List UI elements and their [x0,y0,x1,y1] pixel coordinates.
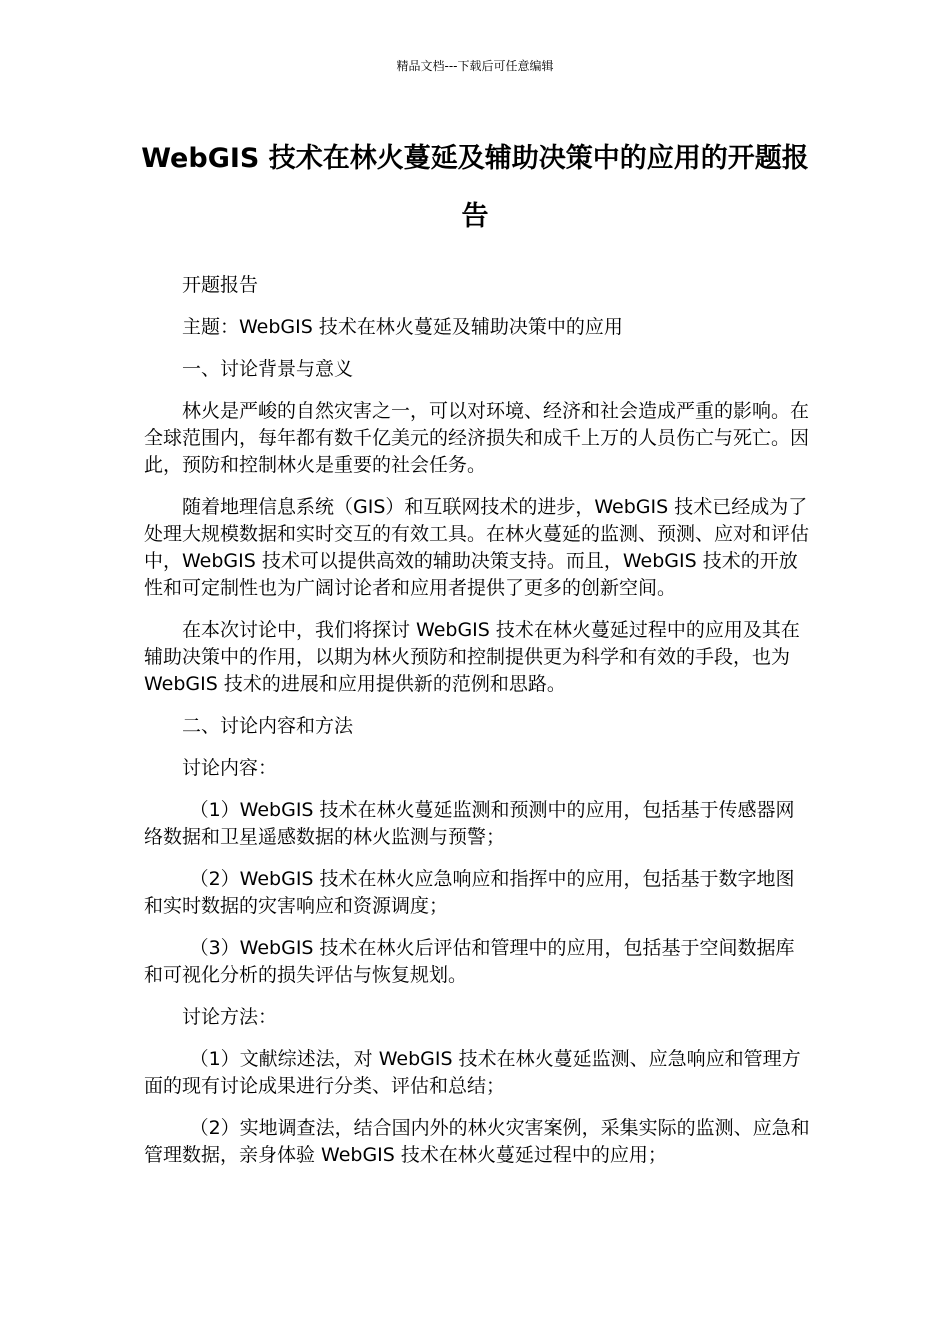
list-item: （2）WebGIS 技术在林火应急响应和指挥中的应用，包括基于数字地图和实时数据的灾害响应和资源调度； [144,868,795,917]
topic-line: 主题：WebGIS 技术在林火蔓延及辅助决策中的应用 [182,316,623,338]
subsection-label: 讨论内容： [182,757,278,779]
section-heading: 一、讨论背景与意义 [182,358,354,380]
section-label: 开题报告 [182,274,259,296]
document-body [144,272,810,1184]
paragraph: 随着地理信息系统（GIS）和互联网技术的进步，WebGIS 技术已经成为了处理大规模数据和实时交互的有效工具。在林火蔓延的监测、预测、应对和评估中，WebGIS 技术可以提供高效的辅助决策支持。而且，WebGIS 技术的开放性和可定制性也为广阔讨论者和应用者提供了更多的创新空间。 [144,496,810,599]
page-header: 精品文档---下载后可任意编辑 [396,59,554,73]
document-title: WebGIS 技术在林火蔓延及辅助决策中的应用的开题报告 [141,143,809,232]
subsection-label: 讨论方法： [182,1006,278,1028]
list-item: （1）WebGIS 技术在林火蔓延监测和预测中的应用，包括基于传感器网络数据和卫星遥感数据的林火监测与预警； [144,799,795,848]
section-heading: 二、讨论内容和方法 [182,715,354,737]
paragraph: 在本次讨论中，我们将探讨 WebGIS 技术在林火蔓延过程中的应用及其在辅助决策中的作用，以期为林火预防和控制提供更为科学和有效的手段，也为 WebGIS 技术的进展和应用提供新的范例和思路。 [144,619,800,695]
list-item: （1）文献综述法，对 WebGIS 技术在林火蔓延监测、应急响应和管理方面的现有讨论成果进行分类、评估和总结； [144,1048,801,1097]
list-item: （2）实地调查法，结合国内外的林火灾害案例，采集实际的监测、应急和管理数据，亲身体验 WebGIS 技术在林火蔓延过程中的应用； [144,1117,810,1166]
paragraph: 林火是严峻的自然灾害之一，可以对环境、经济和社会造成严重的影响。在全球范围内，每年都有数千亿美元的经济损失和成千上万的人员伤亡与死亡。因此，预防和控制林火是重要的社会任务。 [144,400,810,476]
list-item: （3）WebGIS 技术在林火后评估和管理中的应用，包括基于空间数据库和可视化分析的损失评估与恢复规划。 [144,937,795,986]
